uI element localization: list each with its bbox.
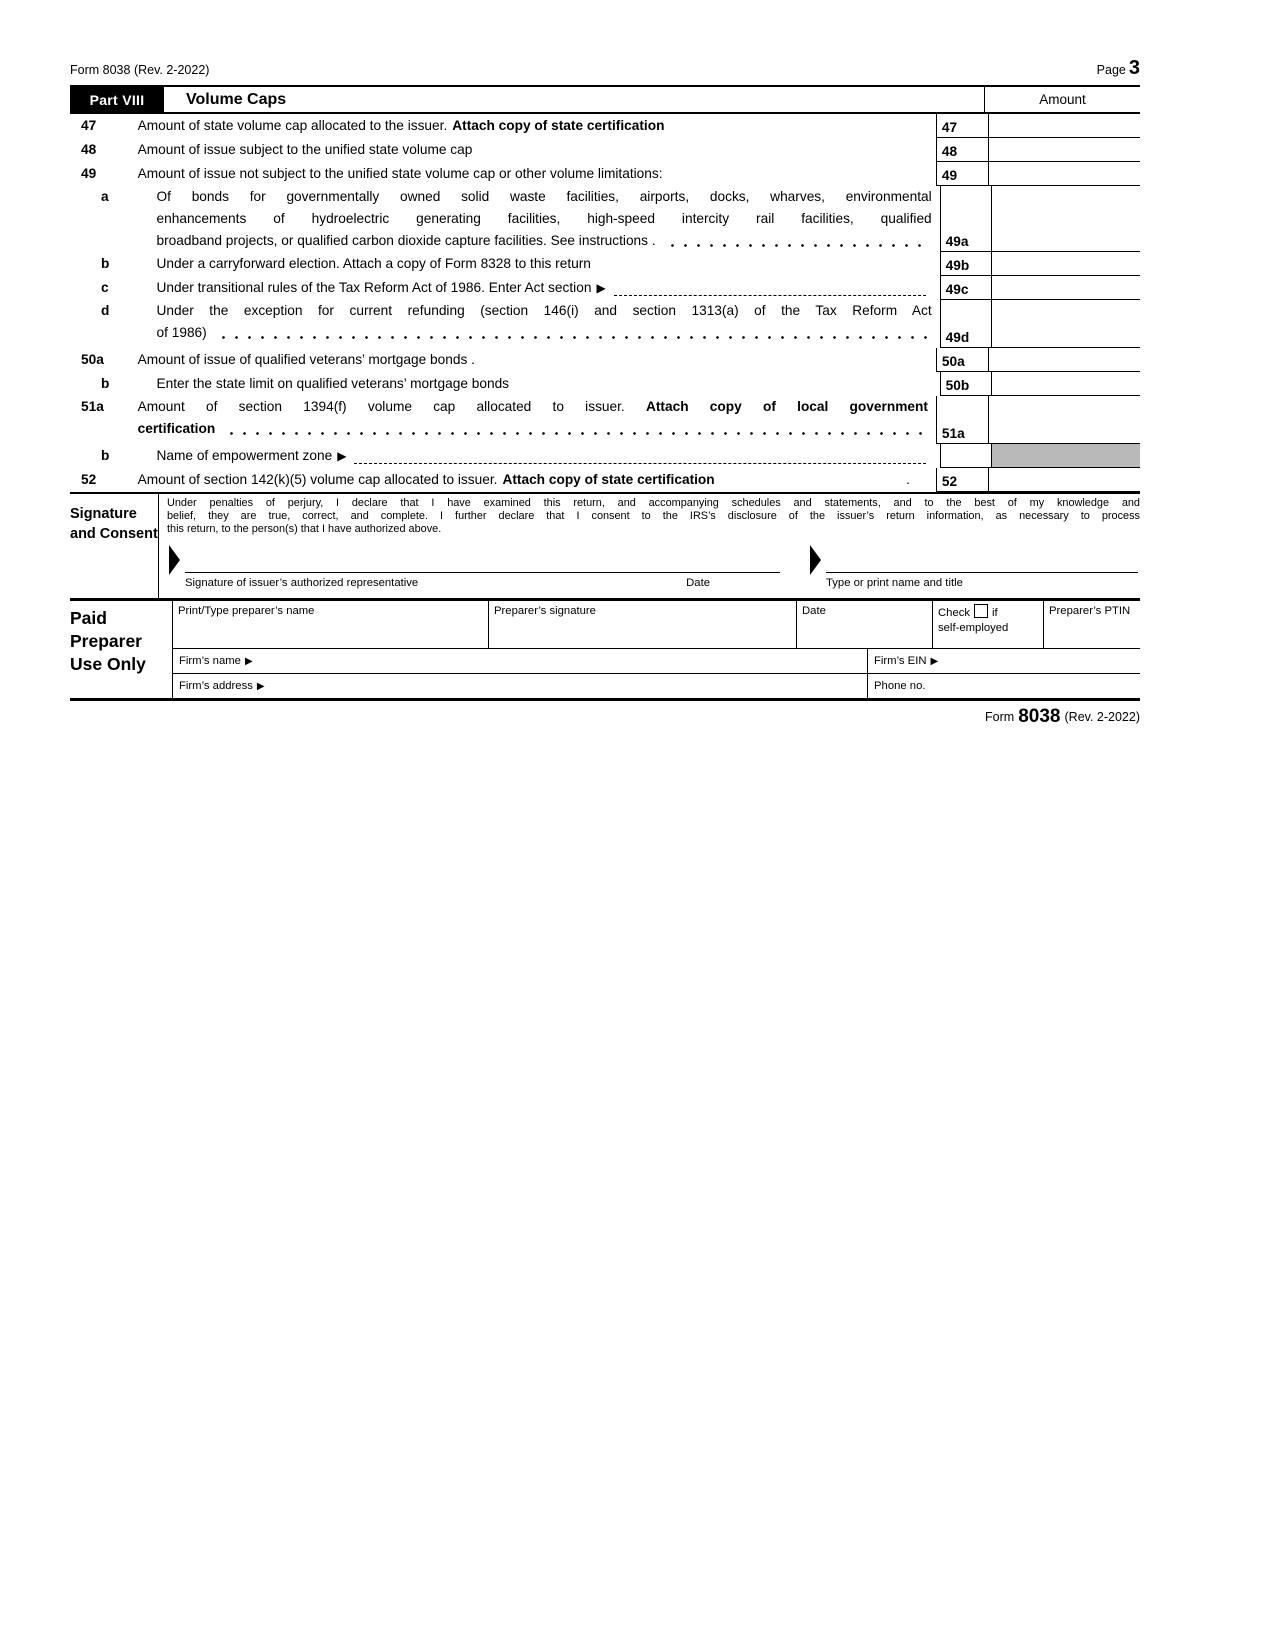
- line-text: Under the exception for current refunding (section 146(i) and section 1313(a) of the Tax Reform Act: [156, 303, 932, 318]
- page-header: [70, 57, 1140, 79]
- line-description: [157, 252, 940, 276]
- part-label-badge: Part VIII: [70, 87, 164, 112]
- dot-leader: [666, 230, 928, 252]
- form-line-49c: [70, 276, 1140, 300]
- line-number-box: [940, 444, 991, 468]
- amount-column-header: Amount: [984, 87, 1140, 112]
- preparer-signature-field[interactable]: [488, 601, 796, 648]
- preparer-row-2: [173, 649, 1140, 674]
- firm-address-label: Firm’s address: [179, 680, 253, 692]
- form-id: Form 8038: [70, 63, 131, 77]
- page-footer: [70, 706, 1140, 727]
- preparer-name-label: Print/Type preparer’s name: [178, 605, 315, 617]
- paid-preparer-label: Paid Preparer Use Only: [70, 608, 146, 674]
- footer-form-number: 8038: [1018, 706, 1061, 727]
- dot-leader: [217, 322, 928, 344]
- line-text: broadband projects, or qualified carbon dioxide capture facilities. See instructions .: [156, 233, 656, 248]
- signature-consent-section: [70, 494, 1140, 601]
- amount-entry-52[interactable]: [988, 468, 1140, 492]
- line-number-label: 48: [81, 142, 97, 157]
- form-line-51a: [70, 396, 1140, 444]
- preparer-row-3: [173, 674, 1140, 698]
- line-text: Amount of section 1394(f) volume cap allocated to issuer.: [137, 399, 625, 414]
- line-description: [138, 114, 936, 138]
- line-number-label: b: [101, 256, 110, 271]
- dot-leader: [225, 418, 924, 440]
- line-number-box: 49: [936, 162, 988, 186]
- line-text: of 1986): [156, 325, 207, 340]
- preparer-signature-label: Preparer’s signature: [494, 605, 596, 617]
- self-employed-checkbox[interactable]: [974, 604, 988, 618]
- line-number-box: 52: [936, 468, 988, 492]
- preparer-ptin-label: Preparer’s PTIN: [1049, 605, 1131, 617]
- arrow-right-icon: ▶: [596, 281, 606, 295]
- signature-arrow-icon: [169, 545, 180, 575]
- part-title: Volume Caps: [186, 90, 287, 108]
- declaration-line: this return, to the person(s) that I have authorized above.: [167, 523, 442, 535]
- line-text: Under a carryforward election. Attach a copy of Form 8328 to this return: [156, 256, 591, 271]
- form-line-49d: [70, 300, 1140, 348]
- amount-entry-50b[interactable]: [991, 372, 1140, 396]
- signature-arrow-icon: [810, 545, 821, 575]
- firm-address-field[interactable]: [173, 674, 867, 698]
- form-line-50a: [70, 348, 1140, 372]
- firm-ein-label: Firm’s EIN: [874, 655, 927, 667]
- line-text: Amount of section 142(k)(5) volume cap allocated to issuer.: [137, 472, 498, 487]
- line-description: [138, 396, 936, 444]
- line-number-box: 47: [936, 114, 988, 138]
- line-number-box: 50a: [936, 348, 988, 372]
- line-text: Of bonds for governmentally owned solid waste facilities, airports, docks, wharves, environmental: [156, 189, 932, 204]
- line-number-label: b: [101, 448, 110, 463]
- preparer-date-label: Date: [802, 605, 826, 617]
- form-content: [70, 57, 1140, 727]
- amount-entry-50a[interactable]: [988, 348, 1140, 372]
- line-description: [138, 468, 936, 492]
- amount-entry-49c[interactable]: [991, 276, 1140, 300]
- signature-line-label: Signature of issuer’s authorized representative: [185, 577, 419, 589]
- self-employed-cell: [932, 601, 1043, 648]
- line-text: Amount of issue of qualified veterans’ mortgage bonds .: [137, 352, 475, 367]
- line-number-label: a: [101, 189, 109, 204]
- declaration-line: Under penalties of perjury, I declare that I have examined this return, and accompanying schedules and statements, and to the best of my knowledge and: [167, 497, 1140, 509]
- line-text-bold: certification: [137, 421, 216, 436]
- check-label: if: [992, 607, 998, 619]
- page-number-header: [1096, 57, 1140, 79]
- act-section-entry-line[interactable]: [614, 276, 926, 296]
- line-description: [138, 162, 936, 186]
- signature-consent-body: [158, 494, 1140, 598]
- declaration-line: belief, they are true, correct, and complete. I further declare that I consent to the IRS’s disclosure of the issuer’s return information, as necessary to process: [167, 510, 1140, 522]
- line-text: Amount of issue not subject to the unified state volume cap or other volume limitations:: [137, 166, 663, 181]
- form-id-header: [70, 63, 209, 77]
- arrow-right-icon: ▶: [256, 680, 265, 692]
- line-number-label: 51a: [81, 399, 104, 414]
- line-number-box: 49c: [940, 276, 991, 300]
- form-line-48: [70, 138, 1140, 162]
- amount-entry-49d[interactable]: [991, 300, 1140, 348]
- line-description: [157, 372, 940, 396]
- preparer-ptin-field[interactable]: [1043, 601, 1140, 648]
- line-description: [157, 186, 940, 252]
- line-description: [138, 138, 936, 162]
- form-line-50b: [70, 372, 1140, 396]
- paid-preparer-section: [70, 601, 1140, 701]
- firm-ein-field[interactable]: [867, 649, 1140, 673]
- line-number-label: 52: [81, 472, 97, 487]
- form-line-49b: [70, 252, 1140, 276]
- preparer-row-1: [173, 601, 1140, 649]
- line-text: Enter the state limit on qualified veterans’ mortgage bonds: [156, 376, 510, 391]
- footer-form-revision: (Rev. 2-2022): [1064, 710, 1140, 724]
- arrow-right-icon: ▶: [930, 655, 939, 667]
- amount-entry-47[interactable]: [988, 114, 1140, 138]
- line-number-label: 50a: [81, 352, 104, 367]
- line-text: Under transitional rules of the Tax Reform Act of 1986. Enter Act section: [156, 280, 592, 295]
- shaded-no-entry-cell: [991, 444, 1140, 468]
- amount-entry-51a[interactable]: [988, 396, 1140, 444]
- page-label: Page: [1096, 63, 1126, 77]
- signature-line[interactable]: [185, 549, 780, 573]
- line-description: [157, 300, 940, 348]
- line-text: .: [906, 472, 910, 487]
- firm-name-label: Firm’s name: [179, 655, 241, 667]
- form-line-52: [70, 468, 1140, 492]
- line-number-label: 49: [81, 166, 97, 181]
- phone-label: Phone no.: [874, 680, 926, 692]
- line-number-label: 47: [81, 118, 97, 133]
- amount-entry-49[interactable]: [988, 162, 1140, 186]
- line-text: Amount of state volume cap allocated to the issuer.: [137, 118, 448, 133]
- arrow-right-icon: ▶: [244, 655, 253, 667]
- line-number-box: 49a: [940, 186, 991, 252]
- form-line-49a: [70, 186, 1140, 252]
- form-line-51b: [70, 444, 1140, 468]
- line-number-label: d: [101, 303, 110, 318]
- line-text-bold: Attach copy of local government: [645, 399, 928, 414]
- line-number-label: b: [101, 376, 110, 391]
- paid-preparer-body: [172, 601, 1140, 698]
- line-text: Name of empowerment zone: [156, 448, 333, 463]
- phone-field[interactable]: [867, 674, 1140, 698]
- line-description: [157, 276, 940, 300]
- line-number-box: 50b: [940, 372, 991, 396]
- amount-entry-48[interactable]: [988, 138, 1140, 162]
- line-text: Amount of issue subject to the unified state volume cap: [137, 142, 473, 157]
- preparer-date-field[interactable]: [796, 601, 932, 648]
- form-line-47: [70, 114, 1140, 138]
- arrow-right-icon: ▶: [337, 449, 347, 463]
- footer-form-label: Form: [985, 710, 1015, 724]
- form-line-49: [70, 162, 1140, 186]
- line-number-box: 48: [936, 138, 988, 162]
- line-number-box: 49d: [940, 300, 991, 348]
- line-text-bold: Attach copy of state certification: [502, 472, 715, 487]
- line-text-bold: Attach copy of state certification: [452, 118, 665, 133]
- part-viii-header: [70, 85, 1140, 114]
- empowerment-zone-entry-line[interactable]: [354, 444, 925, 464]
- signature-consent-label: Signature and Consent: [70, 506, 158, 542]
- self-employed-label: self-employed: [938, 622, 1009, 634]
- printed-name-line[interactable]: [826, 549, 1138, 573]
- amount-entry-49a[interactable]: [991, 186, 1140, 252]
- printed-name-label: Type or print name and title: [826, 577, 963, 589]
- signature-block: [185, 549, 780, 591]
- amount-entry-49b[interactable]: [991, 252, 1140, 276]
- line-number-box: 49b: [940, 252, 991, 276]
- line-description: [138, 348, 936, 372]
- line-description: [157, 444, 940, 468]
- volume-caps-table: [70, 114, 1140, 494]
- perjury-declaration: [167, 497, 1140, 536]
- signature-date-label: Date: [686, 577, 710, 589]
- line-text: enhancements of hydroelectric generating facilities, high-speed intercity rail facilities, qualified: [156, 211, 932, 226]
- preparer-name-field[interactable]: [173, 601, 488, 648]
- form-revision: (Rev. 2-2022): [133, 63, 210, 77]
- line-number-label: c: [101, 280, 109, 295]
- line-number-box: 51a: [936, 396, 988, 444]
- signature-row: [167, 545, 1140, 591]
- page-number: 3: [1128, 57, 1140, 79]
- check-label: Check: [938, 607, 971, 619]
- firm-name-field[interactable]: [173, 649, 867, 673]
- printed-name-block: [826, 549, 1138, 591]
